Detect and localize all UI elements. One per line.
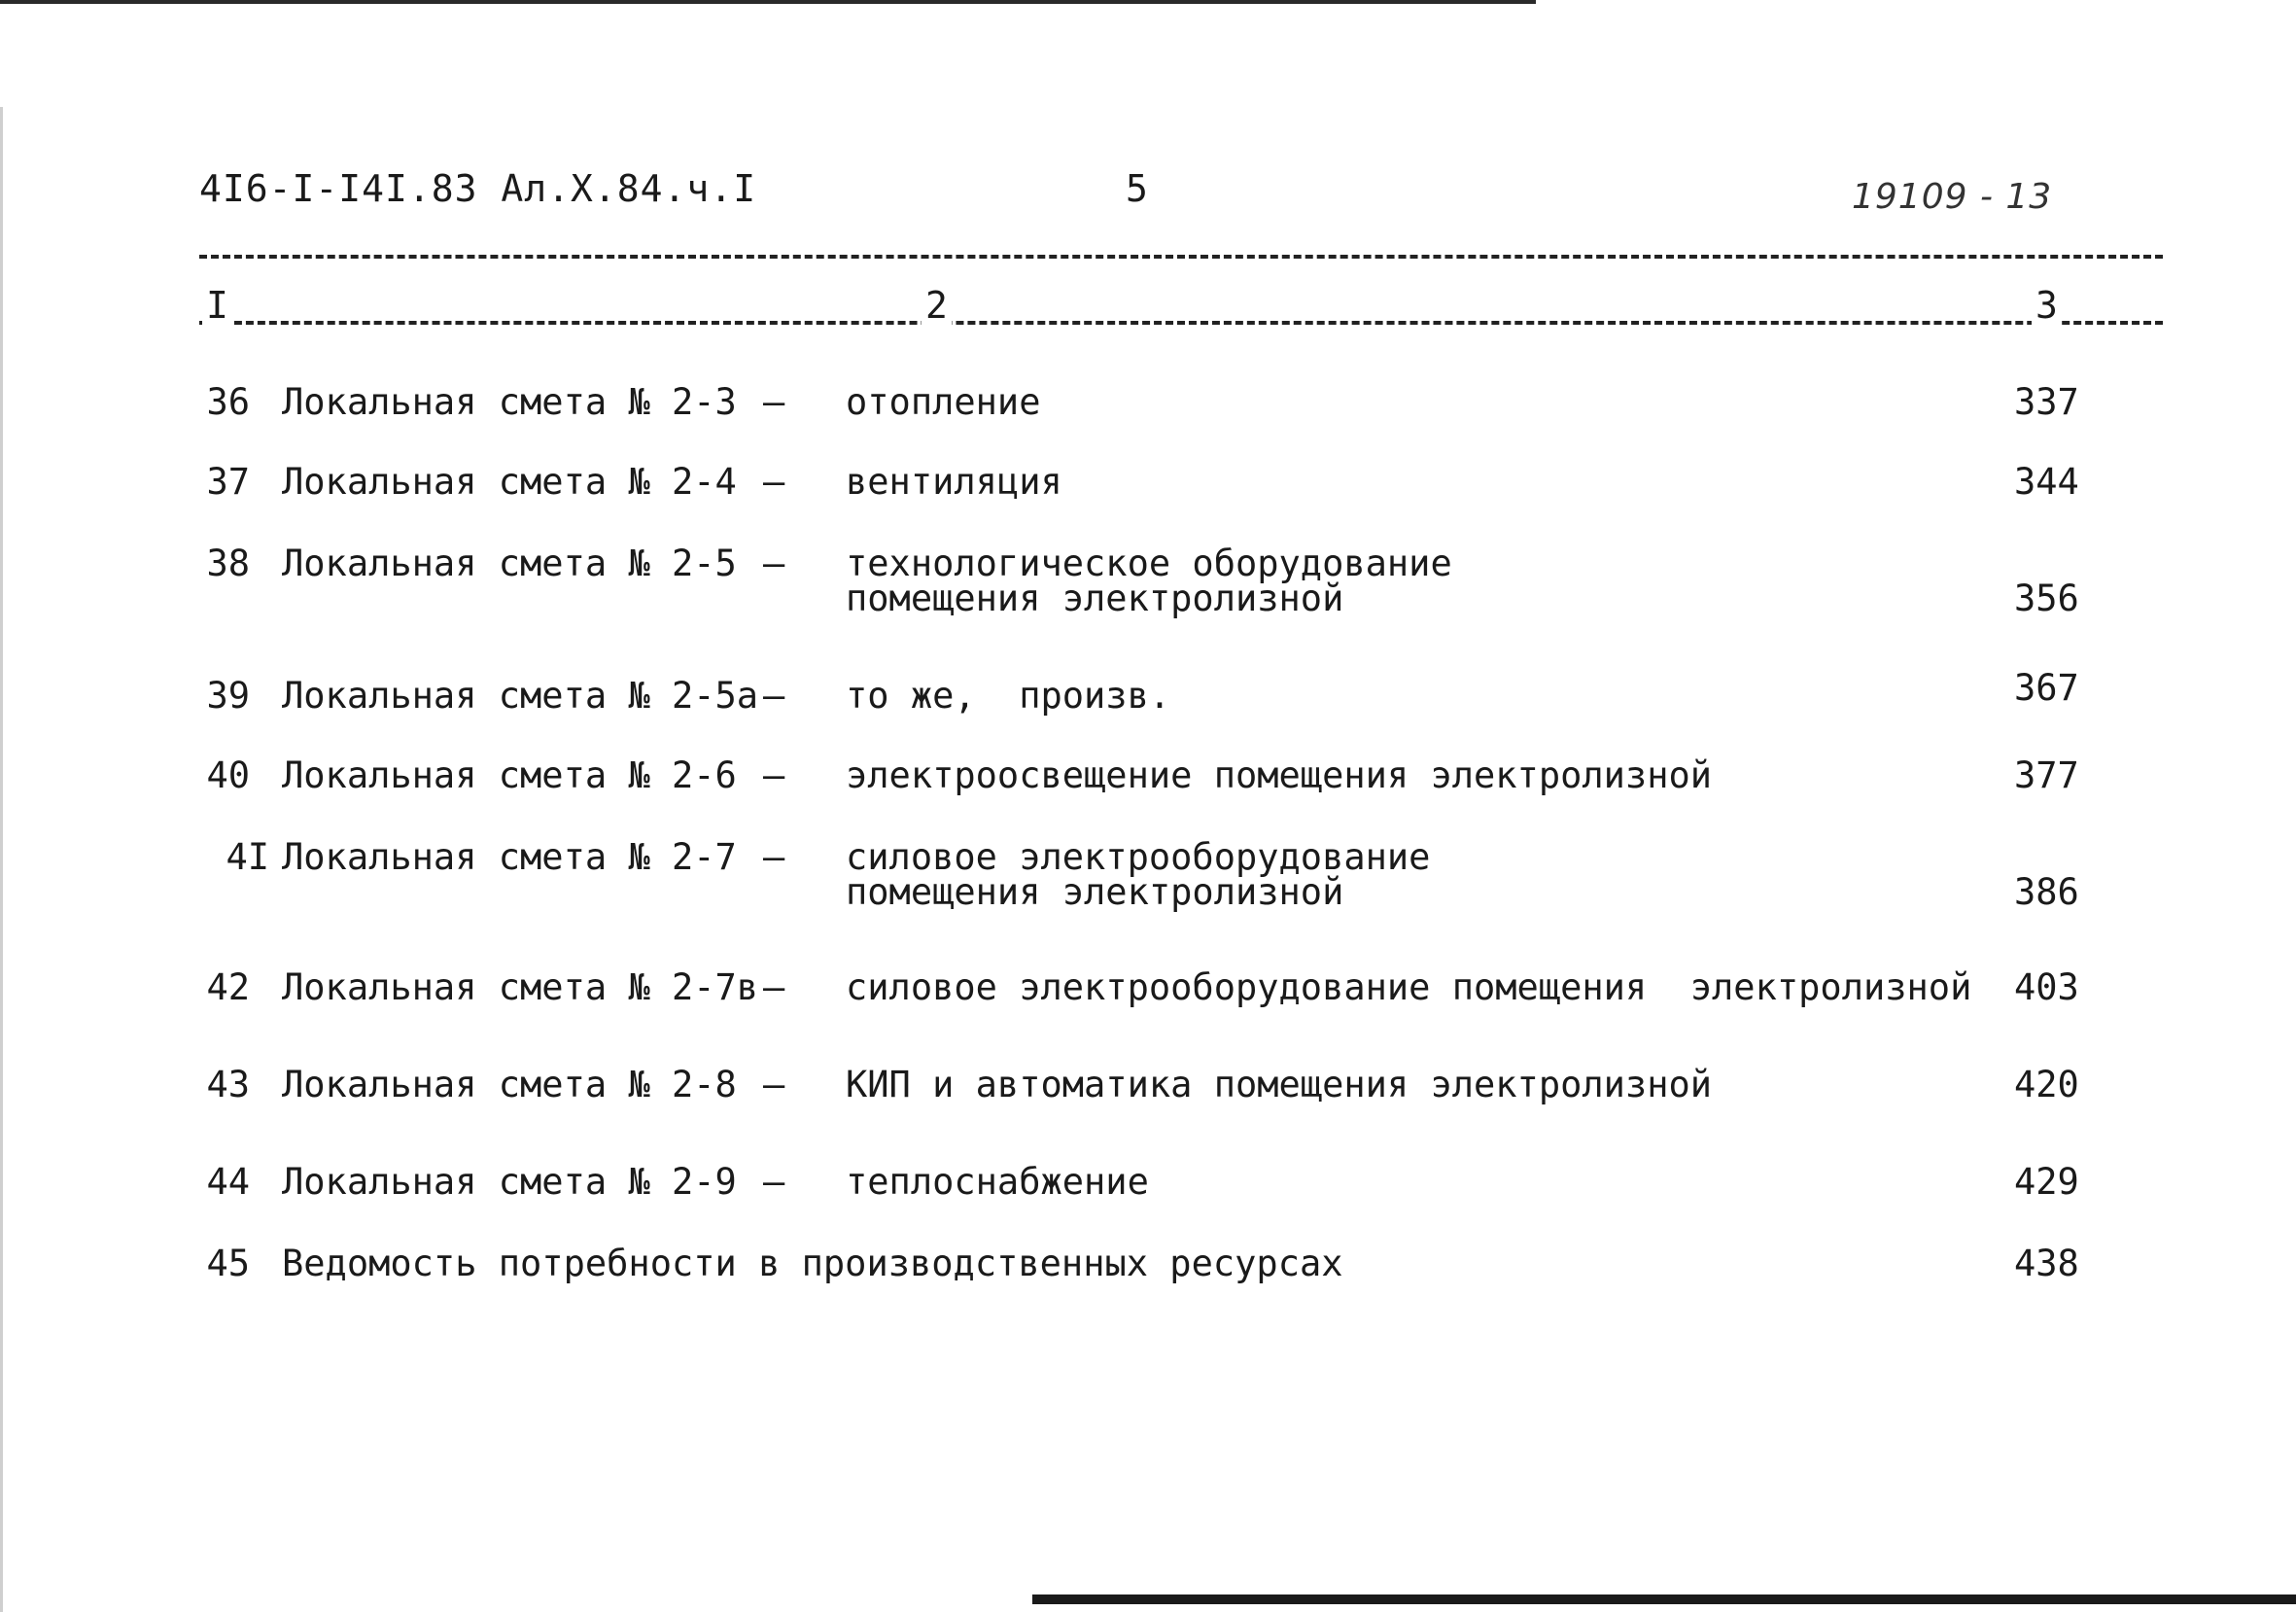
row-number: 40	[206, 754, 250, 796]
row-dash: –	[763, 1064, 785, 1105]
row-page: 438	[2014, 1243, 2079, 1284]
row-dash: –	[763, 1161, 785, 1203]
row-number: 39	[206, 675, 250, 717]
page-number: 5	[1126, 167, 1149, 210]
row-number: 43	[206, 1064, 250, 1105]
row-dash: –	[763, 543, 785, 584]
row-page: 377	[2014, 754, 2079, 796]
row-estimate-name: Локальная смета № 2-4	[282, 461, 737, 503]
row-estimate-name: Локальная смета № 2-5	[282, 543, 737, 584]
row-number: 37	[206, 461, 250, 503]
row-estimate-name: Локальная смета № 2-7	[282, 836, 737, 878]
document-code: 4I6-I-I4I.83 Ал.Х.84.ч.I	[199, 167, 757, 210]
row-estimate-name: Локальная смета № 2-5а	[282, 675, 759, 717]
row-number: 42	[206, 966, 250, 1008]
row-page: 420	[2014, 1064, 2079, 1105]
row-estimate-name: Локальная смета № 2-8	[282, 1064, 737, 1105]
row-dash: –	[763, 754, 785, 796]
row-number: 4I	[226, 836, 269, 878]
scan-edge-bottom	[1032, 1594, 2296, 1604]
row-description: отопление	[846, 381, 1041, 423]
row-description: силовое электрооборудование помещения электролизной	[846, 836, 1431, 913]
row-dash: –	[763, 966, 785, 1008]
row-page: 344	[2014, 461, 2079, 503]
row-number: 38	[206, 543, 250, 584]
dashed-divider-top	[199, 255, 2163, 259]
row-number: 44	[206, 1161, 250, 1203]
row-description: силовое электрооборудование помещения электролизной	[846, 966, 1972, 1008]
row-dash: –	[763, 461, 785, 503]
row-page: 403	[2014, 966, 2079, 1008]
scan-edge-left	[0, 107, 3, 1612]
handwritten-stamp: 19109 - 13	[1852, 177, 2053, 217]
row-description: теплоснабжение	[846, 1161, 1149, 1203]
row-page: 386	[2014, 871, 2079, 913]
row-estimate-name: Локальная смета № 2-3	[282, 381, 737, 423]
row-number: 45	[206, 1243, 250, 1284]
row-description: КИП и автоматика помещения электролизной	[846, 1064, 1713, 1105]
row-description: вентиляция	[846, 461, 1062, 503]
column-number-2: 2	[922, 284, 952, 327]
row-estimate-name: Локальная смета № 2-7в	[282, 966, 759, 1008]
column-number-1: I	[202, 284, 232, 327]
dashed-divider-header	[199, 321, 2163, 325]
row-dash: –	[763, 381, 785, 423]
column-number-3: 3	[2032, 284, 2062, 327]
row-page: 356	[2014, 578, 2079, 619]
row-dash: –	[763, 675, 785, 717]
row-estimate-name: Локальная смета № 2-9	[282, 1161, 737, 1203]
scan-edge-top	[0, 0, 1536, 4]
row-page: 337	[2014, 381, 2079, 423]
row-dash: –	[763, 836, 785, 878]
row-description: то же, произв.	[846, 675, 1171, 717]
row-page: 367	[2014, 667, 2079, 709]
row-page: 429	[2014, 1161, 2079, 1203]
row-estimate-name: Локальная смета № 2-6	[282, 754, 737, 796]
row-number: 36	[206, 381, 250, 423]
row-resources-statement: Ведомость потребности в производственных ресурсах	[282, 1243, 1343, 1284]
row-description: электроосвещение помещения электролизной	[846, 754, 1713, 796]
row-description: технологическое оборудование помещения электролизной	[846, 543, 1452, 619]
